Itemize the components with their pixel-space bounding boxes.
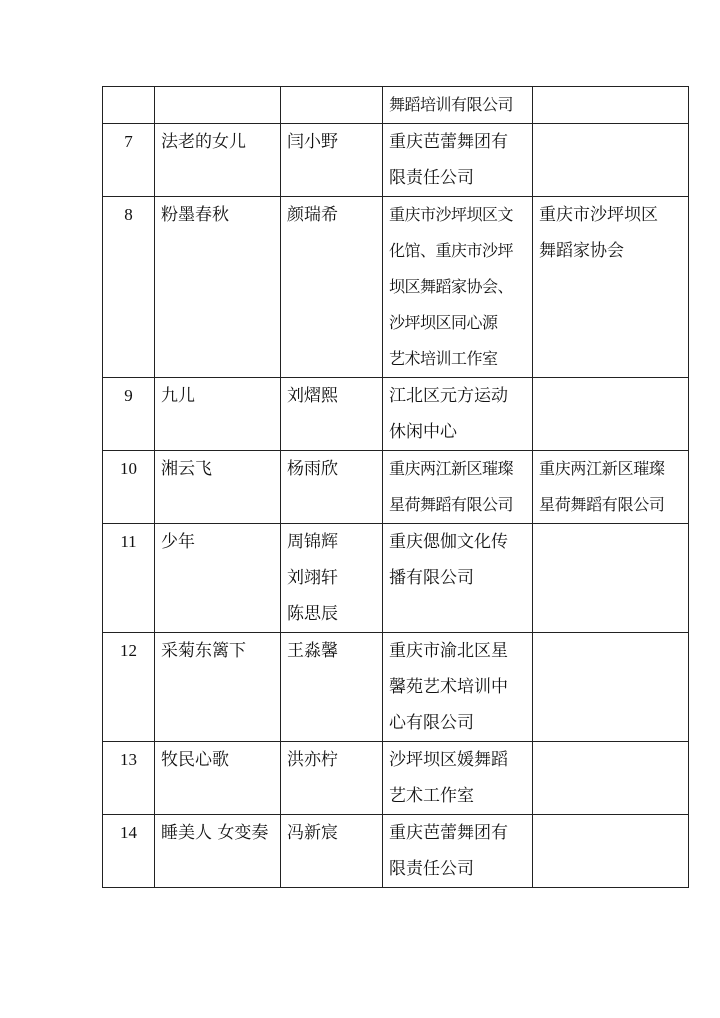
org-cell (533, 815, 689, 888)
unit-line: 沙坪坝区媛舞蹈 (389, 750, 508, 770)
row-number-cell: 9 (103, 378, 155, 451)
unit-line: 艺术培训工作室 (389, 349, 498, 368)
table-row (103, 742, 689, 815)
unit-line: 重庆两江新区璀璨 (389, 459, 514, 478)
title-cell: 粉墨春秋 (155, 197, 281, 378)
performer-cell (281, 197, 383, 378)
title-cell (155, 87, 281, 124)
table-row (103, 524, 689, 633)
unit-line: 星荷舞蹈有限公司 (389, 495, 514, 514)
row-number-cell: 14 (103, 815, 155, 888)
unit-cell (383, 451, 533, 524)
row-number-cell: 10 (103, 451, 155, 524)
unit-cell (383, 124, 533, 197)
unit-cell (383, 633, 533, 742)
table-row (103, 815, 689, 888)
row-number-cell: 11 (103, 524, 155, 633)
title-cell: 九儿 (155, 378, 281, 451)
unit-line: 江北区元方运动 (389, 386, 508, 406)
unit-line: 重庆芭蕾舞团有 (389, 823, 508, 843)
table-row (103, 378, 689, 451)
performer-cell (281, 524, 383, 633)
org-cell (533, 451, 689, 524)
table-row (103, 451, 689, 524)
unit-line: 艺术工作室 (389, 786, 474, 806)
unit-line: 舞蹈培训有限公司 (389, 95, 514, 114)
performer-cell (281, 633, 383, 742)
row-number-cell: 8 (103, 197, 155, 378)
table-row (103, 197, 689, 378)
title-cell: 睡美人 女变奏 (155, 815, 281, 888)
org-line: 重庆市沙坪坝区 (539, 205, 658, 225)
performer-cell (281, 378, 383, 451)
org-cell (533, 197, 689, 378)
title-cell: 湘云飞 (155, 451, 281, 524)
table-body (103, 87, 689, 888)
org-cell (533, 742, 689, 815)
performer-name: 杨雨欣 (287, 459, 338, 479)
unit-line: 重庆芭蕾舞团有 (389, 132, 508, 152)
unit-cell (383, 742, 533, 815)
unit-cell (383, 815, 533, 888)
performer-name: 闫小野 (287, 132, 338, 152)
performer-cell (281, 451, 383, 524)
unit-line: 休闲中心 (389, 422, 457, 442)
performer-cell (281, 87, 383, 124)
unit-line: 馨苑艺术培训中 (389, 677, 508, 697)
unit-line: 限责任公司 (389, 859, 474, 879)
title-cell: 采菊东篱下 (155, 633, 281, 742)
unit-line: 重庆市沙坪坝区文 (389, 205, 514, 224)
org-line: 星荷舞蹈有限公司 (539, 495, 665, 514)
unit-line: 限责任公司 (389, 168, 474, 188)
table-row (103, 124, 689, 197)
performer-name: 刘翊轩 (287, 568, 338, 588)
row-number-cell: 13 (103, 742, 155, 815)
unit-cell (383, 524, 533, 633)
unit-line: 坝区舞蹈家协会、 (389, 277, 514, 296)
row-number-cell (103, 87, 155, 124)
org-cell (533, 633, 689, 742)
unit-cell (383, 378, 533, 451)
performer-cell (281, 124, 383, 197)
unit-line: 播有限公司 (389, 568, 474, 588)
table-row (103, 87, 689, 124)
org-line: 重庆两江新区璀璨 (539, 459, 665, 478)
unit-line: 沙坪坝区同心源 (389, 313, 498, 332)
org-cell (533, 87, 689, 124)
unit-cell (383, 197, 533, 378)
org-cell (533, 124, 689, 197)
unit-line: 重庆市渝北区星 (389, 641, 508, 661)
row-number-cell: 7 (103, 124, 155, 197)
performer-name: 洪亦柠 (287, 750, 338, 770)
unit-line: 化馆、重庆市沙坪 (389, 241, 514, 260)
performer-name: 陈思辰 (287, 604, 338, 624)
unit-cell (383, 87, 533, 124)
performer-name: 周锦辉 (287, 532, 338, 552)
org-cell (533, 378, 689, 451)
performer-cell (281, 742, 383, 815)
unit-line: 重庆偲伽文化传 (389, 532, 508, 552)
performer-name: 刘熠熙 (287, 386, 338, 406)
performer-name: 王淼馨 (287, 641, 338, 661)
title-cell: 牧民心歌 (155, 742, 281, 815)
performer-name: 颜瑞希 (287, 205, 338, 225)
row-number-cell: 12 (103, 633, 155, 742)
program-table (102, 86, 689, 888)
performer-name: 冯新宸 (287, 823, 338, 843)
org-cell (533, 524, 689, 633)
unit-line: 心有限公司 (389, 713, 474, 733)
performer-cell (281, 815, 383, 888)
org-line: 舞蹈家协会 (539, 241, 624, 261)
title-cell: 少年 (155, 524, 281, 633)
title-cell: 法老的女儿 (155, 124, 281, 197)
table-row (103, 633, 689, 742)
